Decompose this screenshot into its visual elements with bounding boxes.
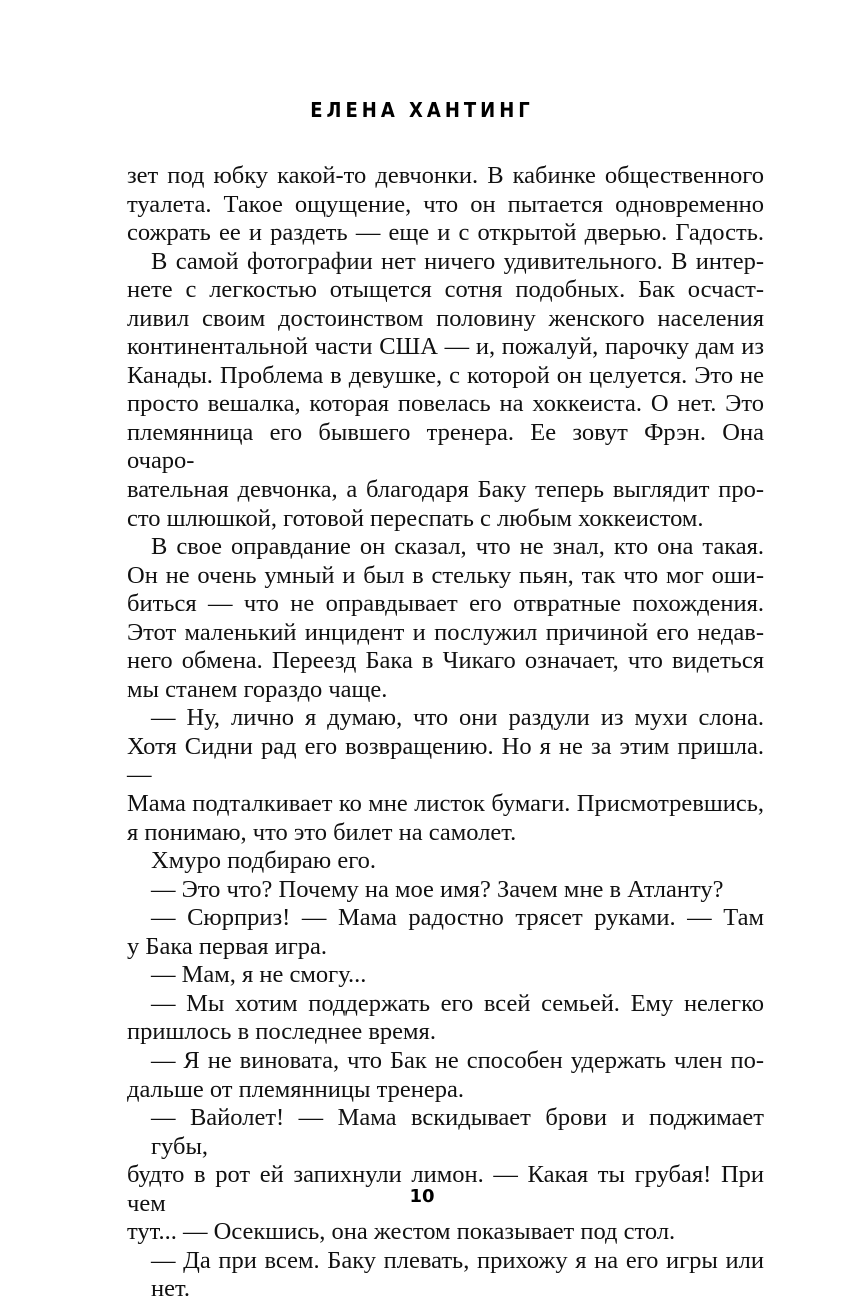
text-line: В свое оправдание он сказал, что не знал, кто она такая. (151, 533, 764, 561)
text-line: Канады. Проблема в девушке, с которой он целуется. Это не (127, 361, 764, 389)
text-line: — Ну, лично я думаю, что они раздули из мухи слона. (151, 704, 764, 732)
text-line: просто вешалка, которая повелась на хоккеиста. О нет. Это (127, 390, 764, 418)
text-line: у Бака первая игра. (127, 932, 328, 960)
text-line: континентальной части США — и, пожалуй, парочку дам из (127, 333, 764, 361)
text-line: пришлось в последнее время. (127, 1018, 436, 1046)
text-line: — Мам, я не смогу... (151, 961, 367, 989)
running-title: ЕЛЕНА ХАНТИНГ (310, 98, 534, 123)
text-line: него обмена. Переезд Бака в Чикаго означает, что видеться (127, 647, 764, 675)
body-text (127, 162, 764, 1304)
text-line: туалета. Такое ощущение, что он пытается одновременно (127, 190, 764, 218)
text-line: сожрать ее и раздеть — еще и с открытой дверью. Гадость. (127, 219, 764, 247)
text-line: я понимаю, что это билет на самолет. (127, 818, 517, 846)
text-line: — Сюрприз! — Мама радостно трясет руками. — Там (151, 904, 764, 932)
text-line: — Вайолет! — Мама вскидывает брови и поджимает губы, (151, 1104, 764, 1160)
page-number: 10 (409, 1186, 435, 1207)
text-line: сто шлюшкой, готовой переспать с любым хоккеистом. (127, 504, 704, 532)
text-line: — Да при всем. Баку плевать, прихожу я на его игры или нет. (151, 1246, 764, 1303)
text-line: — Это что? Почему на мое имя? Зачем мне в Атланту? (151, 875, 724, 903)
text-line: тут... — Осекшись, она жестом показывает под стол. (127, 1218, 676, 1246)
text-line: мы станем гораздо чаще. (127, 675, 388, 703)
text-line: Этот маленький инцидент и послужил причиной его недав- (127, 618, 764, 646)
text-line: зет под юбку какой-то девчонки. В кабинке общественного (127, 162, 764, 189)
text-line: Он не очень умный и был в стельку пьян, так что мог оши- (127, 561, 764, 589)
text-line: Хотя Сидни рад его возвращению. Но я не за этим пришла. — (127, 732, 764, 789)
text-line: вательная девчонка, а благодаря Баку теперь выглядит про- (127, 476, 764, 504)
text-line: дальше от племянницы тренера. (127, 1075, 464, 1103)
text-line: В самой фотографии нет ничего удивительного. В интер- (151, 247, 764, 275)
text-line: племянница его бывшего тренера. Ее зовут Фрэн. Она очаро- (127, 418, 764, 475)
text-line: будто в рот ей запихнули лимон. — Какая ты грубая! При чем (127, 1161, 764, 1217)
text-line: ливил своим достоинством половину женского населения (127, 304, 764, 332)
text-line: Мама подталкивает ко мне листок бумаги. Присмотревшись, (127, 790, 764, 818)
text-line: нете с легкостью отыщется сотня подобных. Бак осчаст- (127, 276, 764, 304)
text-line: Хмуро подбираю его. (151, 847, 377, 875)
text-line: биться — что не оправдывает его отвратные похождения. (127, 590, 764, 618)
text-line: — Мы хотим поддержать его всей семьей. Ему нелегко (151, 989, 764, 1017)
text-line: — Я не виновата, что Бак не способен удержать член по- (151, 1046, 764, 1074)
